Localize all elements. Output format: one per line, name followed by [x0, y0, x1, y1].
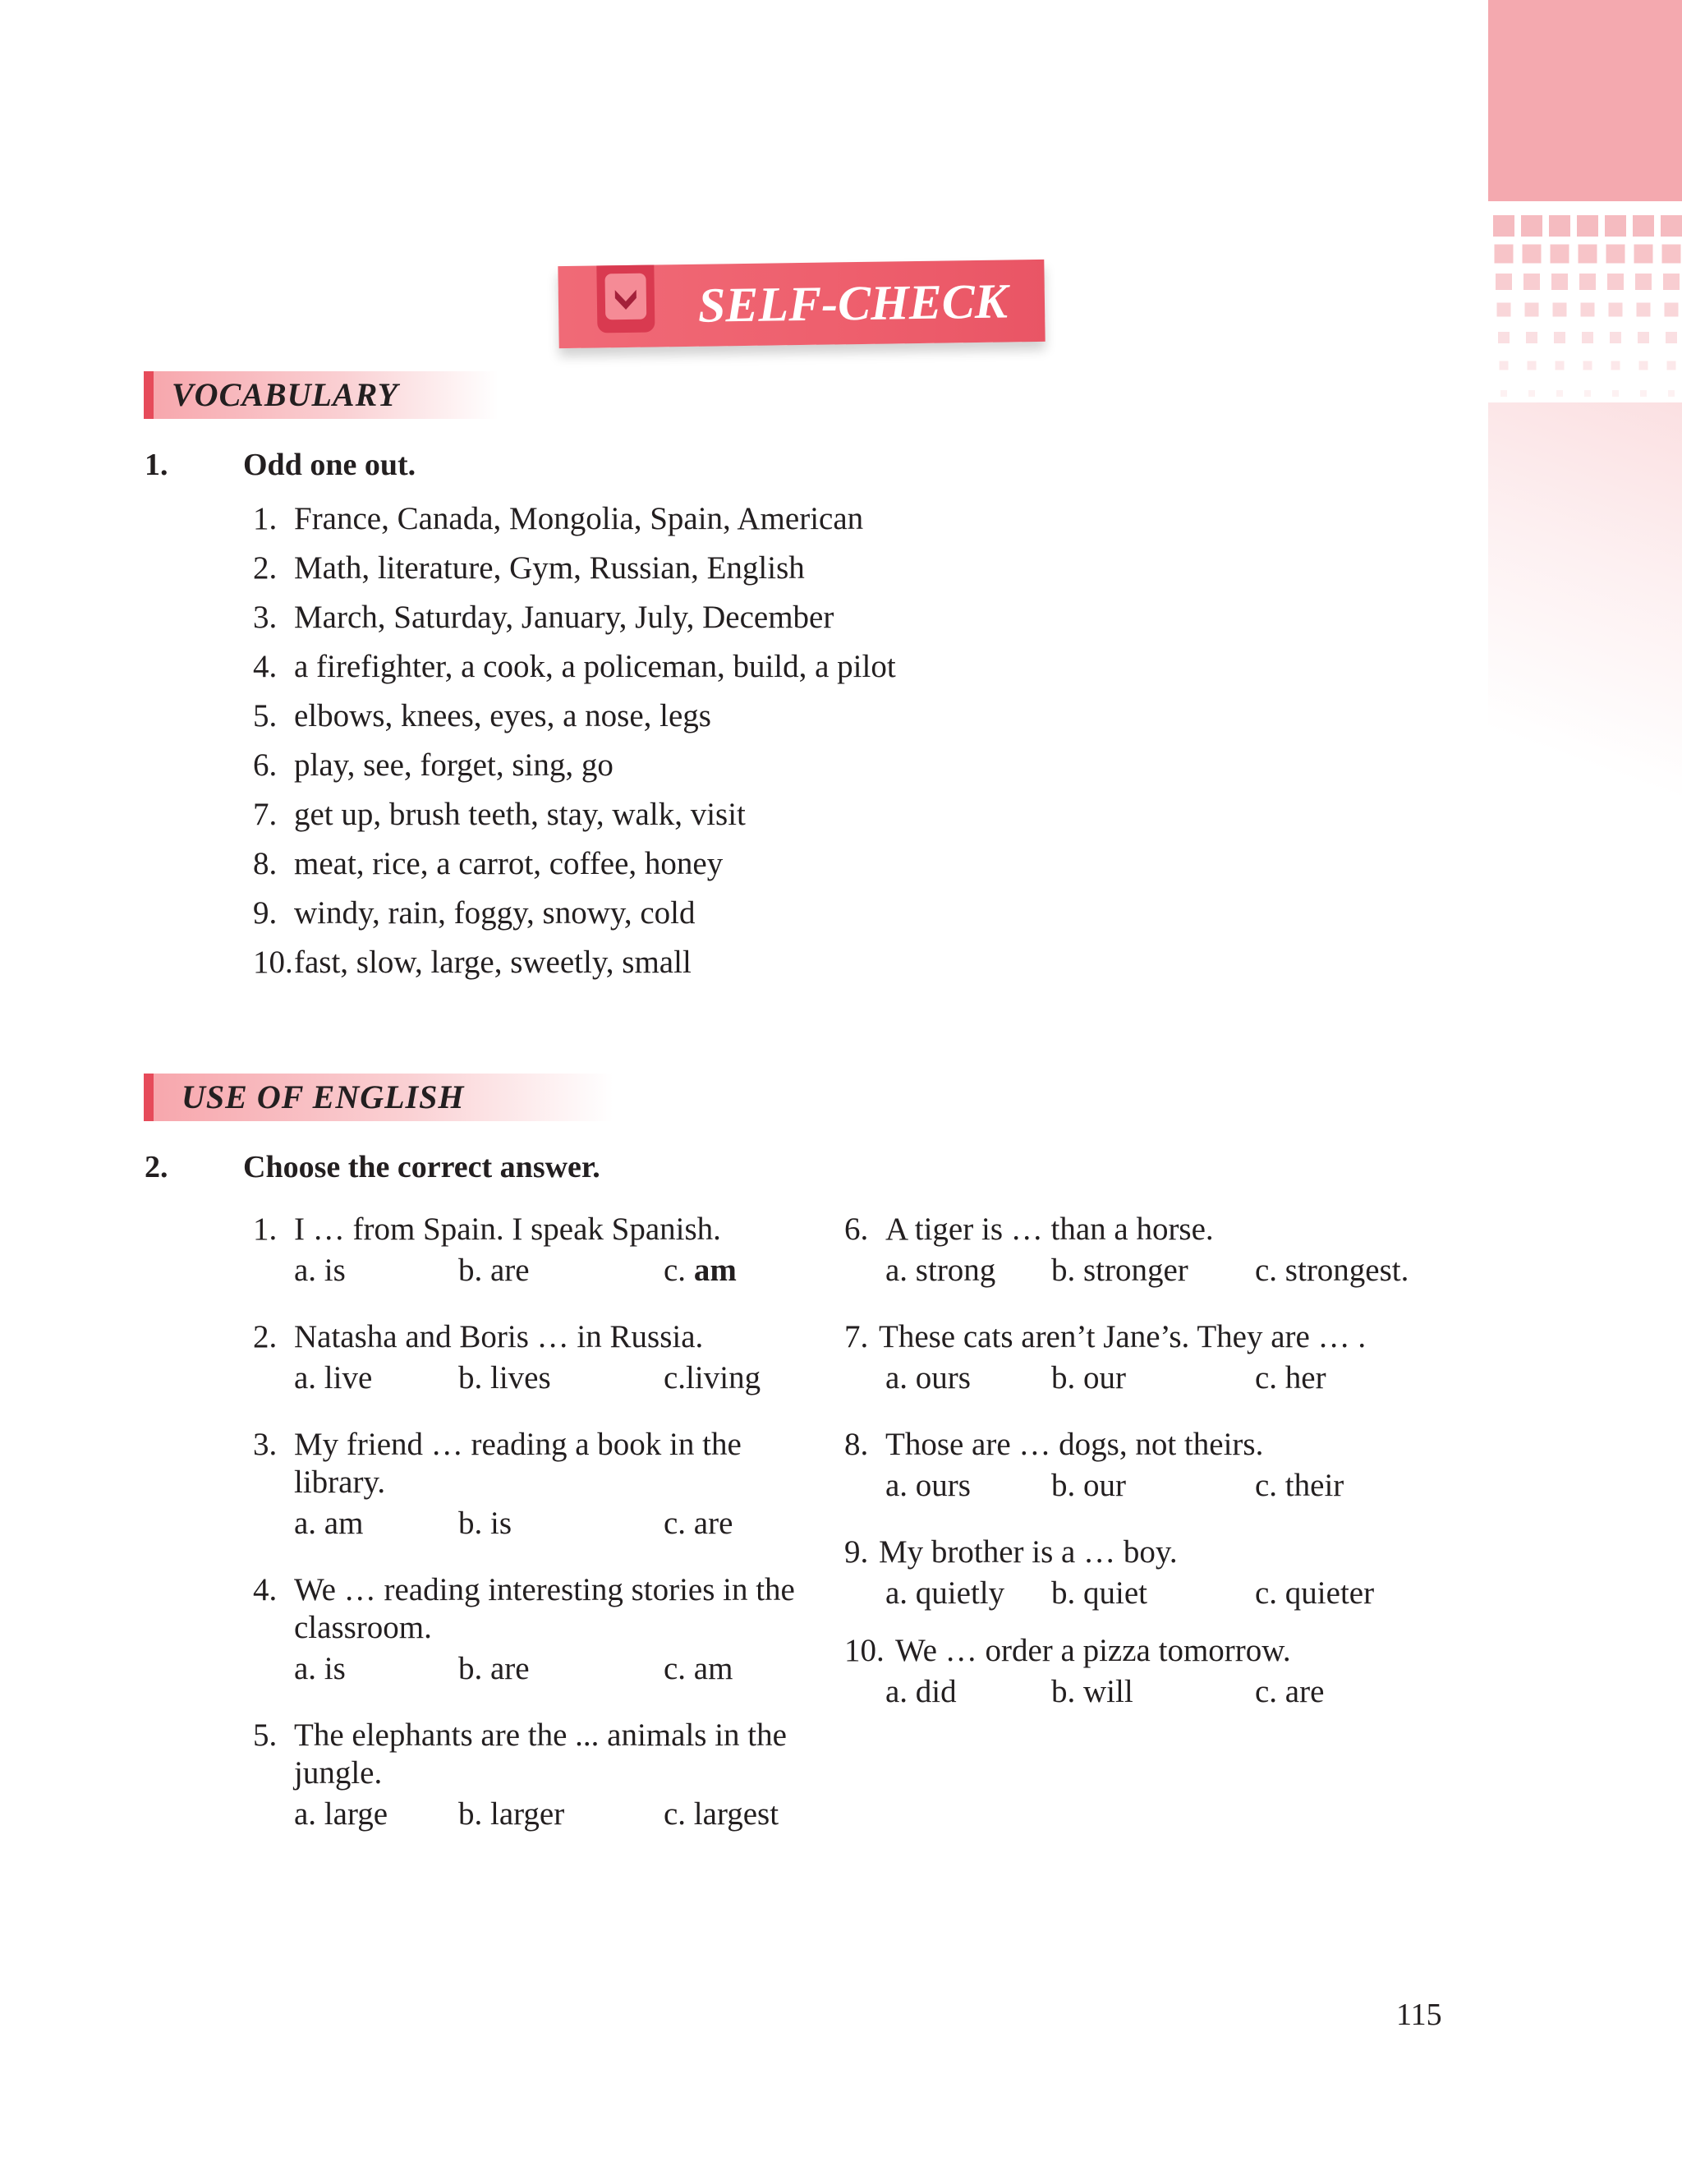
answer-option-c[interactable]: c. quieter — [1255, 1575, 1375, 1611]
list-item: 4. a firefighter, a cook, a policeman, build, a pilot — [253, 649, 896, 684]
section-heading: VOCABULARY — [172, 376, 398, 413]
bookmark-icon — [595, 264, 656, 344]
grid-square — [1549, 215, 1570, 237]
list-item: 9. windy, rain, foggy, snowy, cold — [253, 895, 696, 931]
grid-square — [1609, 303, 1623, 317]
answer-option-c[interactable]: c.living — [664, 1360, 761, 1395]
grid-square — [1493, 215, 1514, 237]
answer-option-a[interactable]: a. is — [294, 1651, 346, 1686]
list-item: 10.fast, slow, large, sweetly, small — [253, 945, 692, 980]
corner-decoration — [1488, 0, 1682, 201]
grid-square — [1605, 215, 1626, 237]
grid-square — [1528, 361, 1537, 370]
question-1: 1. I … from Spain. I speak Spanish. a. is b. are c. am — [253, 1212, 737, 1288]
grid-square — [1496, 274, 1512, 290]
question-6: 6. A tiger is … than a horse. a. strong b. stronger c. strongest. — [844, 1212, 1409, 1288]
answer-option-b[interactable]: b. lives — [458, 1360, 551, 1395]
answer-option-b[interactable]: b. will — [1051, 1674, 1133, 1709]
answer-option-c[interactable]: c. largest — [664, 1796, 779, 1832]
answer-option-a[interactable]: a. live — [294, 1360, 373, 1395]
grid-square — [1526, 332, 1537, 343]
answer-option-c[interactable]: c. their — [1255, 1468, 1344, 1503]
grid-square — [1583, 361, 1592, 370]
question-10: 10. We … order a pizza tomorrow. a. did b. will c. are — [844, 1633, 1325, 1709]
grid-square — [1663, 274, 1680, 290]
answer-option-a[interactable]: a. large — [294, 1796, 388, 1832]
grid-square — [1553, 303, 1567, 317]
answer-option-b[interactable]: b. quiet — [1051, 1575, 1147, 1611]
answer-option-c[interactable]: c. are — [1255, 1674, 1325, 1709]
answer-option-a[interactable]: a. is — [294, 1253, 346, 1288]
question-2: 2. Natasha and Boris … in Russia. a. live b. lives c.living — [253, 1319, 761, 1395]
task-number: 2. — [145, 1150, 168, 1184]
grid-square — [1500, 361, 1509, 370]
grid-square — [1668, 390, 1675, 397]
list-item: 6. play, see, forget, sing, go — [253, 747, 614, 783]
gradient-decoration — [1488, 402, 1682, 862]
grid-square — [1497, 303, 1511, 317]
answer-option-b[interactable]: b. are — [458, 1253, 530, 1288]
answer-option-c[interactable]: c. am — [664, 1253, 737, 1288]
page-title: SELF-CHECK — [697, 274, 1009, 333]
grid-square — [1528, 390, 1535, 397]
answer-option-b[interactable]: b. are — [458, 1651, 530, 1686]
banner-ribbon — [558, 260, 1045, 348]
section-header-vocabulary — [144, 371, 499, 419]
question-5: 5. The elephants are the ... animals in the jungle. a. large b. larger c. largest — [253, 1717, 787, 1832]
grid-square — [1581, 303, 1595, 317]
grid-square — [1633, 215, 1654, 237]
list-item: 2. Math, literature, Gym, Russian, English — [253, 550, 805, 586]
question-8: 8. Those are … dogs, not theirs. a. ours b. our c. their — [844, 1427, 1344, 1503]
grid-square — [1612, 390, 1619, 397]
answer-option-a[interactable]: a. quietly — [885, 1575, 1005, 1611]
section-header-use-of-english — [144, 1074, 614, 1121]
grid-square — [1634, 245, 1653, 264]
grid-square — [1523, 245, 1542, 264]
list-item: 3. March, Saturday, January, July, December — [253, 600, 834, 635]
grid-square — [1525, 303, 1539, 317]
grid-square — [1556, 390, 1563, 397]
page-number: 115 — [1396, 1998, 1442, 2032]
grid-square — [1610, 332, 1621, 343]
answer-option-a[interactable]: a. ours — [885, 1468, 971, 1503]
grid-square — [1582, 332, 1593, 343]
grid-square — [1523, 274, 1540, 290]
question-7: 7. These cats aren’t Jane’s. They are … . a. ours b. our c. her — [844, 1319, 1367, 1395]
grid-square — [1665, 303, 1679, 317]
grid-square — [1640, 390, 1647, 397]
list-item: 1. France, Canada, Mongolia, Spain, American — [253, 501, 864, 536]
grid-square — [1498, 332, 1510, 343]
grid-square — [1579, 274, 1596, 290]
answer-option-a[interactable]: a. strong — [885, 1253, 996, 1288]
grid-square — [1577, 215, 1598, 237]
grid-square — [1556, 361, 1565, 370]
answer-option-a[interactable]: a. am — [294, 1506, 364, 1541]
grid-square — [1639, 361, 1648, 370]
title-banner — [554, 238, 1047, 370]
grid-square — [1551, 274, 1568, 290]
answer-option-b[interactable]: b. our — [1051, 1360, 1126, 1395]
grid-square — [1584, 390, 1591, 397]
grid-square — [1666, 332, 1677, 343]
grid-square — [1500, 390, 1507, 397]
grid-square — [1667, 361, 1676, 370]
grid-square — [1607, 274, 1624, 290]
question-3: 3. My friend … reading a book in the library. a. am b. is c. are — [253, 1427, 742, 1541]
answer-option-c[interactable]: c. am — [664, 1651, 733, 1686]
grid-square — [1579, 245, 1597, 264]
answer-option-b[interactable]: b. larger — [458, 1796, 565, 1832]
grid-square — [1637, 303, 1651, 317]
list-item: 5. elbows, knees, eyes, a nose, legs — [253, 698, 711, 733]
answer-option-c[interactable]: c. are — [664, 1506, 733, 1541]
grid-square — [1495, 245, 1514, 264]
grid-square — [1635, 274, 1652, 290]
question-4: 4. We … reading interesting stories in the classroom. a. is b. are c. am — [253, 1572, 795, 1686]
section-heading: USE OF ENGLISH — [182, 1078, 465, 1115]
answer-option-c[interactable]: c. her — [1255, 1360, 1326, 1395]
square-grid-decoration — [1488, 212, 1682, 405]
answer-option-c[interactable]: c. strongest. — [1255, 1253, 1409, 1288]
grid-square — [1638, 332, 1649, 343]
grid-square — [1606, 245, 1625, 264]
grid-square — [1611, 361, 1620, 370]
task-title: Odd one out. — [243, 448, 416, 482]
question-9: 9. My brother is a … boy. a. quietly b. quiet c. quieter — [844, 1534, 1375, 1611]
answer-option-b[interactable]: b. our — [1051, 1468, 1126, 1503]
grid-square — [1521, 215, 1542, 237]
answer-option-a[interactable]: a. ours — [885, 1360, 971, 1395]
answer-option-b[interactable]: b. stronger — [1051, 1253, 1188, 1288]
grid-square — [1661, 215, 1682, 237]
answer-option-a[interactable]: a. did — [885, 1674, 957, 1709]
grid-square — [1554, 332, 1565, 343]
task-title: Choose the correct answer. — [243, 1150, 600, 1184]
grid-square — [1662, 245, 1681, 264]
grid-square — [1551, 245, 1569, 264]
list-item: 8. meat, rice, a carrot, coffee, honey — [253, 846, 724, 881]
task-number: 1. — [145, 448, 168, 482]
answer-option-b[interactable]: b. is — [458, 1506, 512, 1541]
odd-one-out-list — [253, 494, 1239, 987]
list-item: 7. get up, brush teeth, stay, walk, visit — [253, 797, 746, 832]
